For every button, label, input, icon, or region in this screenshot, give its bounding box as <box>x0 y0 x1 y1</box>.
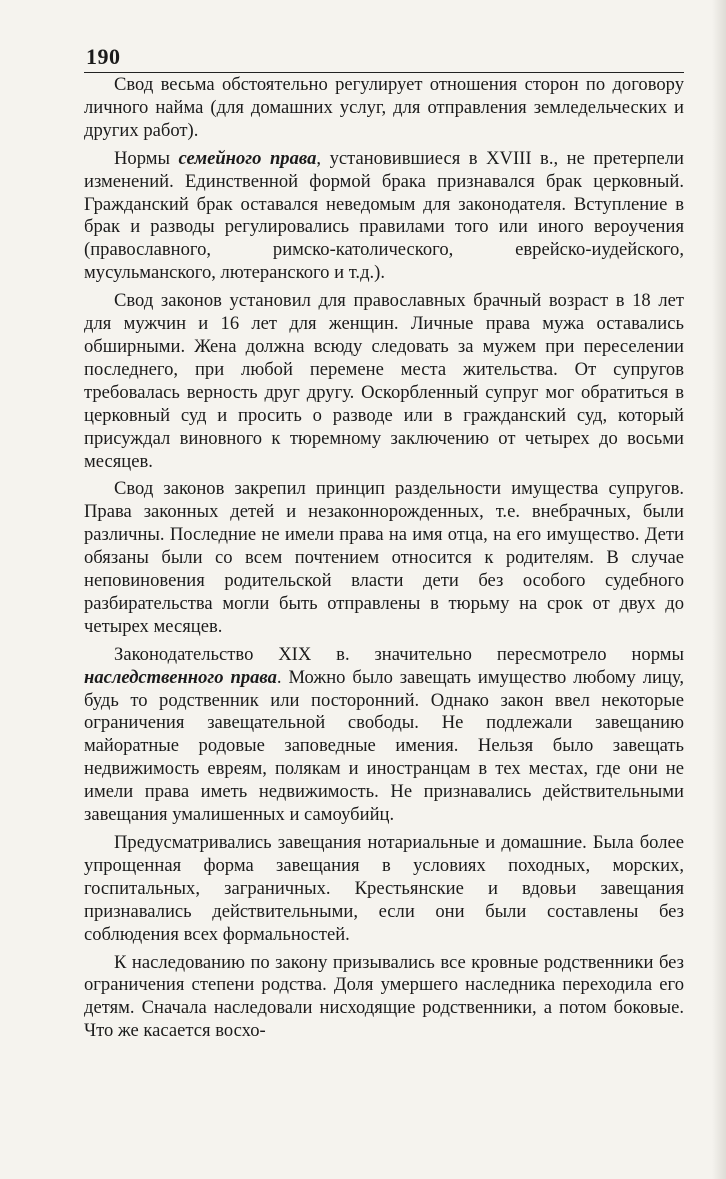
body-text <box>84 74 684 1048</box>
emphasized-term: семейного права <box>178 147 317 169</box>
paragraph: Свод законов установил для православных брачный возраст в 18 лет для мужчин и 16 лет для женщин. Личные права мужа оставались обширными. Жена должна всюду следовать за мужем при переселении последнего, при любой перемене места жительства. От супругов требовалась верность друг другу. Оскорбленный супруг мог обратиться в церковный суд и просить о разводе или в гражданский суд, который присуждал виновного к тюремному заключению от четырех до восьми месяцев. <box>84 290 684 472</box>
paragraph-rest: , установившиеся в XVIII в., не претерпели изменений. Единственной формой брака признавался брак церковный. Гражданский брак оставался неведомым для законодателя. Вступление в брак и разводы регулировались правилами того или иного вероучения (православного, римско-католического, еврейско-иудейского, мусульманского, лютеранского и т.д.). <box>84 147 684 284</box>
paragraph-lead: Законодательство XIX в. значительно пересмотрело нормы <box>114 643 684 665</box>
paragraph <box>84 148 684 285</box>
emphasized-term: наследственного права <box>84 666 277 688</box>
paragraph: К наследованию по закону призывались все кровные родственники без ограничения степени родства. Доля умершего наследника переходила его детям. Сначала наследовали нисходящие родственники, а потом боковые. Что же касается восхо- <box>84 951 684 1042</box>
page-number: 190 <box>86 44 121 69</box>
paragraph-rest: . Можно было завещать имущество любому лицу, будь то родственник или посторонний. Однако закон ввел некоторые ограничения завещательной свободы. Не подлежали завещанию майоратные родовые заповедные имения. Нельзя было завещать недвижимость евреям, полякам и иностранцам в тех местах, где они не имели права иметь недвижимость. Не признавались действительными завещания умалишенных и самоубийц. <box>84 666 685 826</box>
paragraph <box>84 644 684 827</box>
scan-edge-shadow <box>712 0 726 1179</box>
header-rule <box>84 72 684 73</box>
paragraph: Свод законов закрепил принцип раздельности имущества супругов. Права законных детей и незаконнорожденных, т.е. внебрачных, были различны. Последние не имели права на имя отца, на его имущество. Дети обязаны были со всем почтением относится к родителям. В случае неповиновения родительской власти дети без особого судебного разбирательства могли быть отправлены в тюрьму на срок от двух до четырех месяцев. <box>84 478 684 637</box>
paragraph: Предусматривались завещания нотариальные и домашние. Была более упрощенная форма завещания в условиях походных, морских, госпитальных, заграничных. Крестьянские и вдовьи завещания признавались действительными, если они были составлены без соблюдения всех формальностей. <box>84 832 684 945</box>
paragraph-lead: Нормы <box>114 147 179 169</box>
paragraph: Свод весьма обстоятельно регулирует отношения сторон по договору личного найма (для домашних услуг, для отправления земледельческих и других работ). <box>84 74 684 141</box>
